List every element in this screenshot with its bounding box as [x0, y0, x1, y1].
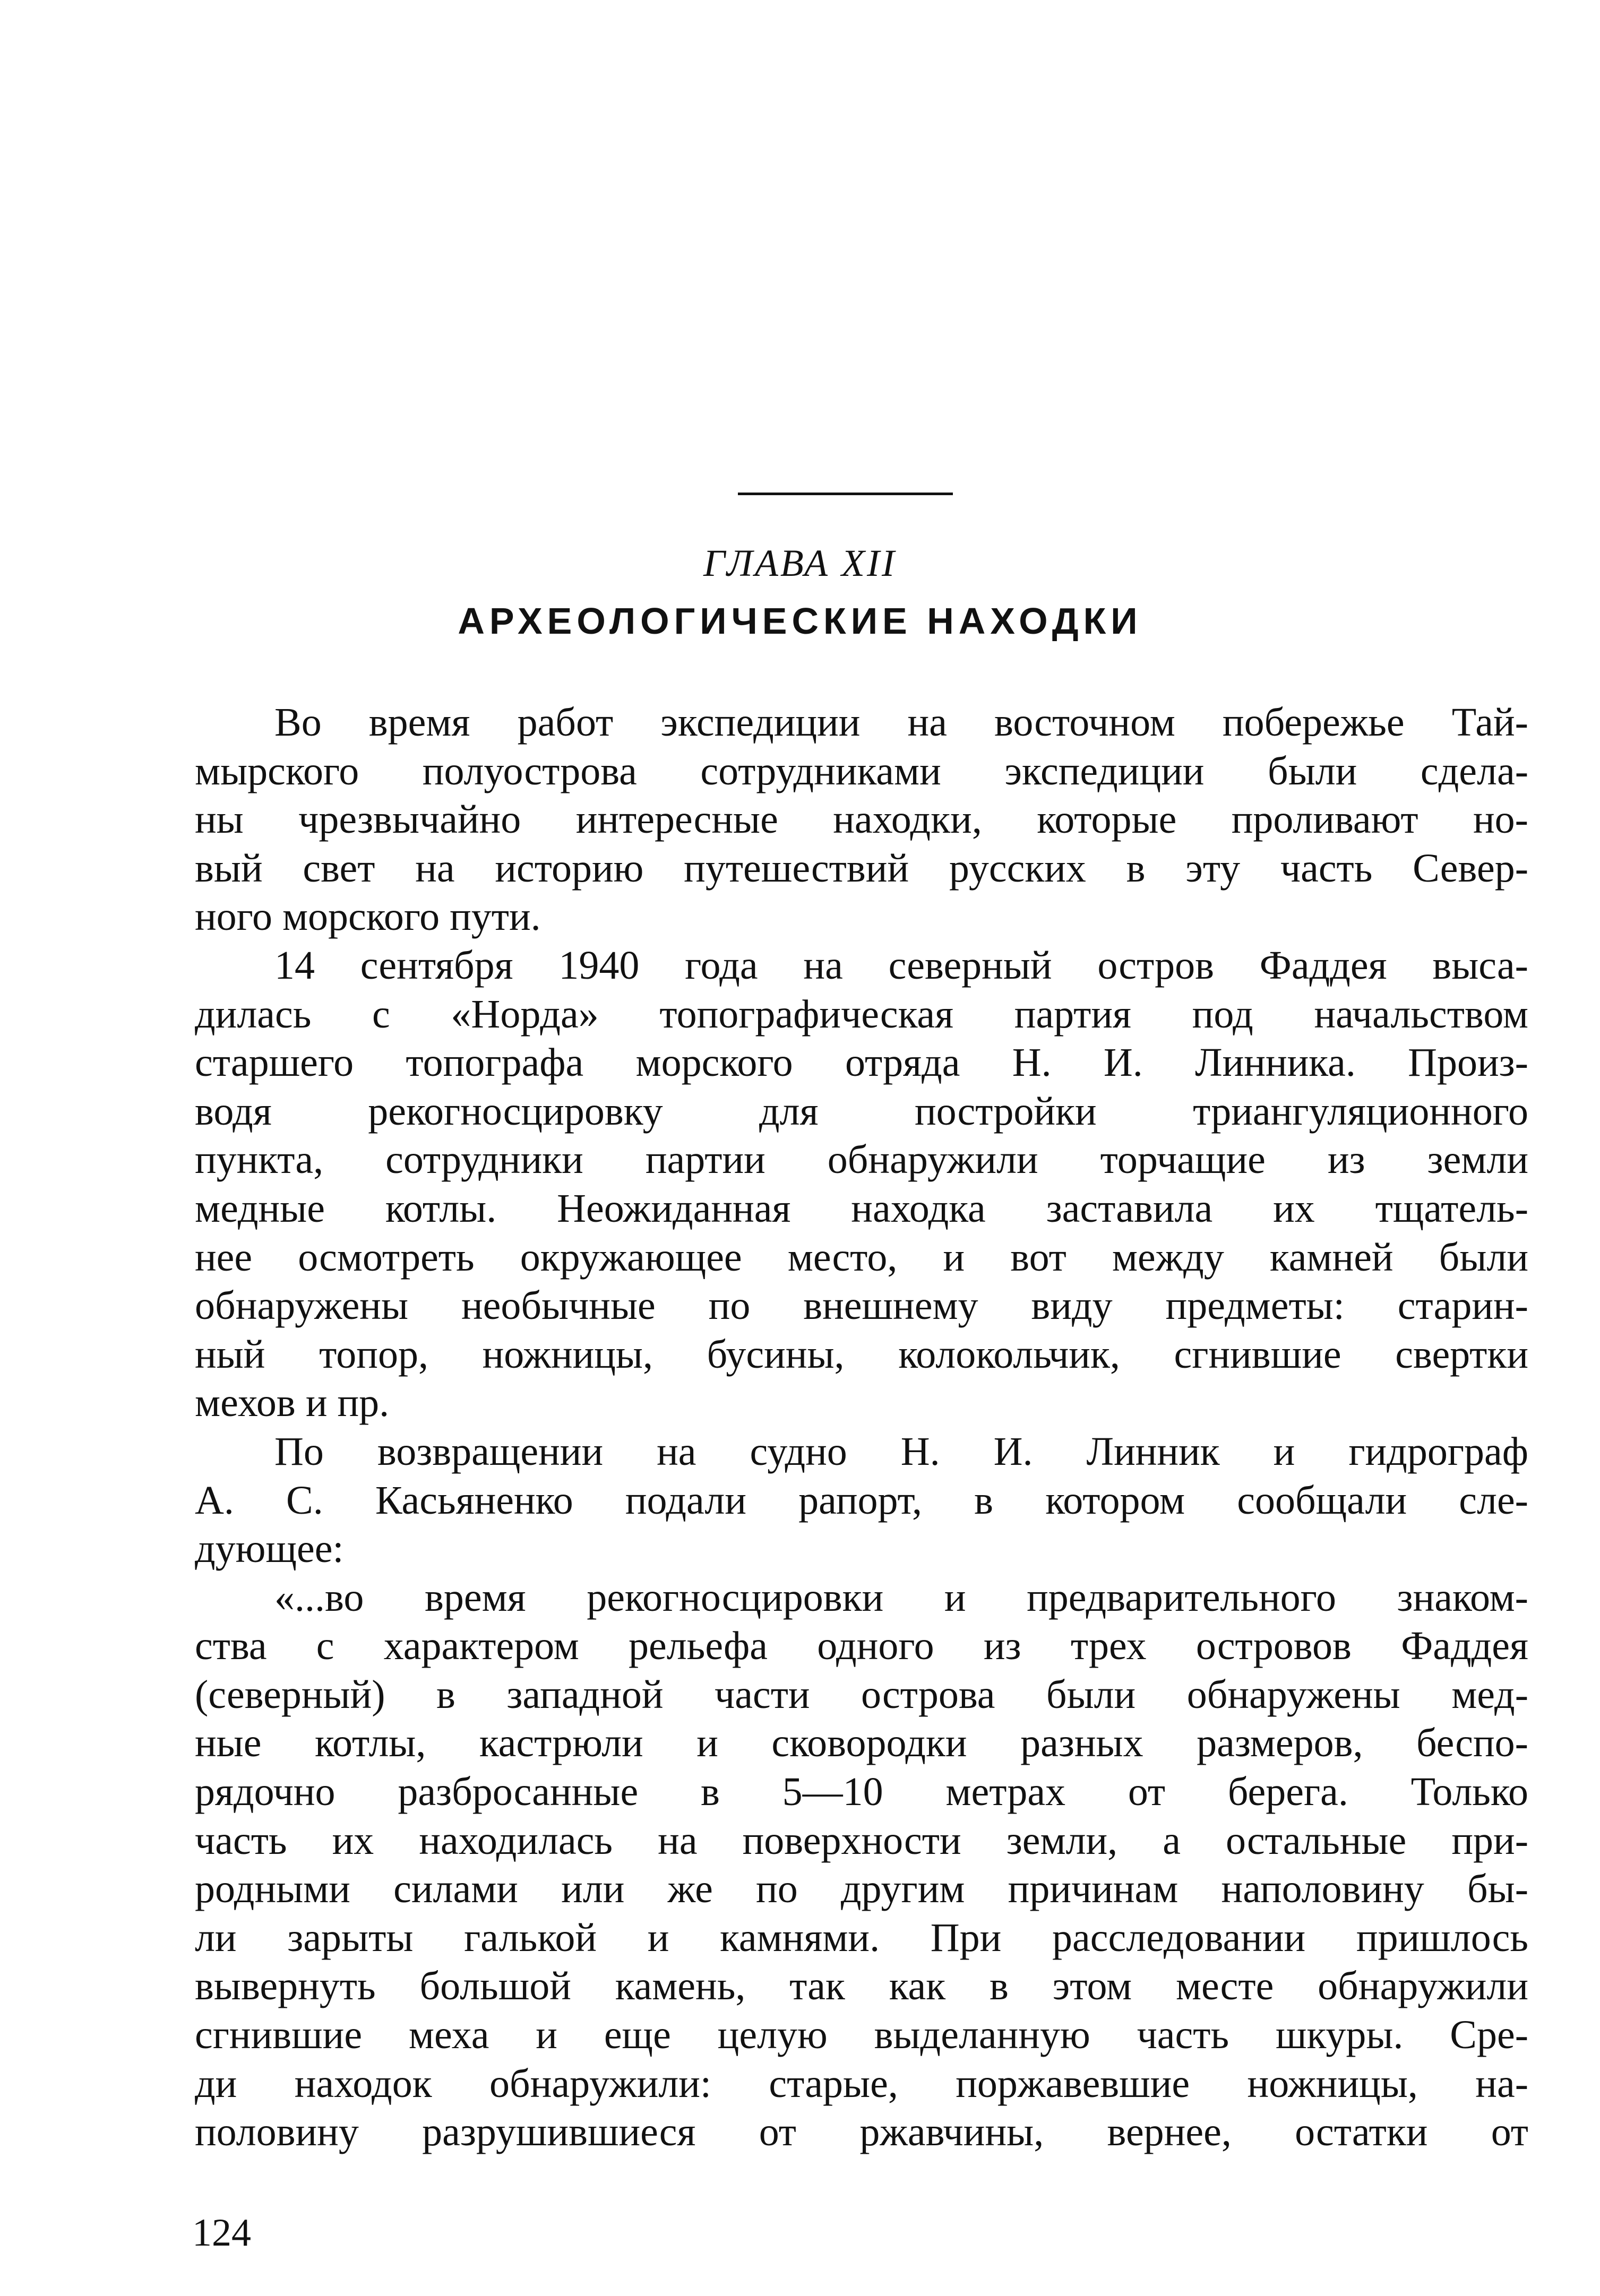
- page-number: 124: [192, 2211, 251, 2255]
- text-line: ны чрезвычайно интересные находки, которые проливают но-: [195, 797, 1528, 842]
- text-line: А. С. Касьяненко подали рапорт, в котором сообщали сле-: [195, 1478, 1528, 1523]
- text-line: ные котлы, кастрюли и сковородки разных размеров, беспо-: [195, 1721, 1528, 1766]
- text-line: половину разрушившиеся от ржавчины, вернее, остатки от: [195, 2110, 1528, 2155]
- text-line: По возвращении на судно Н. И. Линник и гидрограф: [274, 1429, 1528, 1474]
- text-line: старшего топографа морского отряда Н. И. Линника. Произ-: [195, 1040, 1528, 1085]
- text-line: ства с характером рельефа одного из трех островов Фаддея: [195, 1624, 1528, 1669]
- text-line: рядочно разбросанные в 5—10 метрах от берега. Только: [195, 1770, 1528, 1815]
- text-line: пункта, сотрудники партии обнаружили торчащие из земли: [195, 1137, 1528, 1182]
- text-line: 14 сентября 1940 года на северный остров Фаддея выса-: [274, 943, 1528, 988]
- text-line: ди находок обнаружили: старые, поржавевшие ножницы, на-: [195, 2061, 1528, 2106]
- text-line: дилась с «Норда» топографическая партия под начальством: [195, 991, 1528, 1037]
- chapter-divider-rule: [738, 493, 953, 495]
- text-line: ли зарыты галькой и камнями. При расследовании пришлось: [195, 1915, 1528, 1960]
- text-line: медные котлы. Неожиданная находка заставила их тщатель-: [195, 1186, 1528, 1231]
- text-line: (северный) в западной части острова были обнаружены мед-: [195, 1672, 1528, 1717]
- text-line: водя рекогносцировку для постройки триангуляционного: [195, 1089, 1528, 1134]
- paragraph: [195, 698, 1528, 942]
- text-line: часть их находилась на поверхности земли, а остальные при-: [195, 1818, 1528, 1863]
- text-line: Во время работ экспедиции на восточном побережье Тай-: [274, 700, 1528, 745]
- paragraph: [195, 1428, 1528, 1574]
- paragraph: [195, 1574, 1528, 2157]
- chapter-label: ГЛАВА XII: [703, 542, 897, 584]
- body-text: [195, 698, 1528, 2157]
- text-line: ного морского пути.: [195, 894, 541, 939]
- text-line: нее осмотреть окружающее место, и вот между камней были: [195, 1235, 1528, 1280]
- text-line: обнаружены необычные по внешнему виду предметы: старин-: [195, 1283, 1528, 1328]
- paragraph: [195, 942, 1528, 1428]
- text-line: вывернуть большой камень, так как в этом месте обнаружили: [195, 1964, 1528, 2009]
- text-line: родными силами или же по другим причинам наполовину бы-: [195, 1867, 1528, 1912]
- text-line: сгнившие меха и еще целую выделанную часть шкуры. Сре-: [195, 2013, 1528, 2058]
- text-line: «...во время рекогносцировки и предварительного знаком-: [274, 1575, 1528, 1620]
- text-line: вый свет на историю путешествий русских в эту часть Север-: [195, 845, 1528, 891]
- chapter-title: АРХЕОЛОГИЧЕСКИЕ НАХОДКИ: [458, 600, 1142, 642]
- text-line: мехов и пр.: [195, 1380, 390, 1426]
- text-line: ный топор, ножницы, бусины, колокольчик, сгнившие свертки: [195, 1332, 1528, 1377]
- text-line: дующее:: [195, 1526, 344, 1572]
- text-line: мырского полуострова сотрудниками экспедиции были сдела-: [195, 748, 1528, 793]
